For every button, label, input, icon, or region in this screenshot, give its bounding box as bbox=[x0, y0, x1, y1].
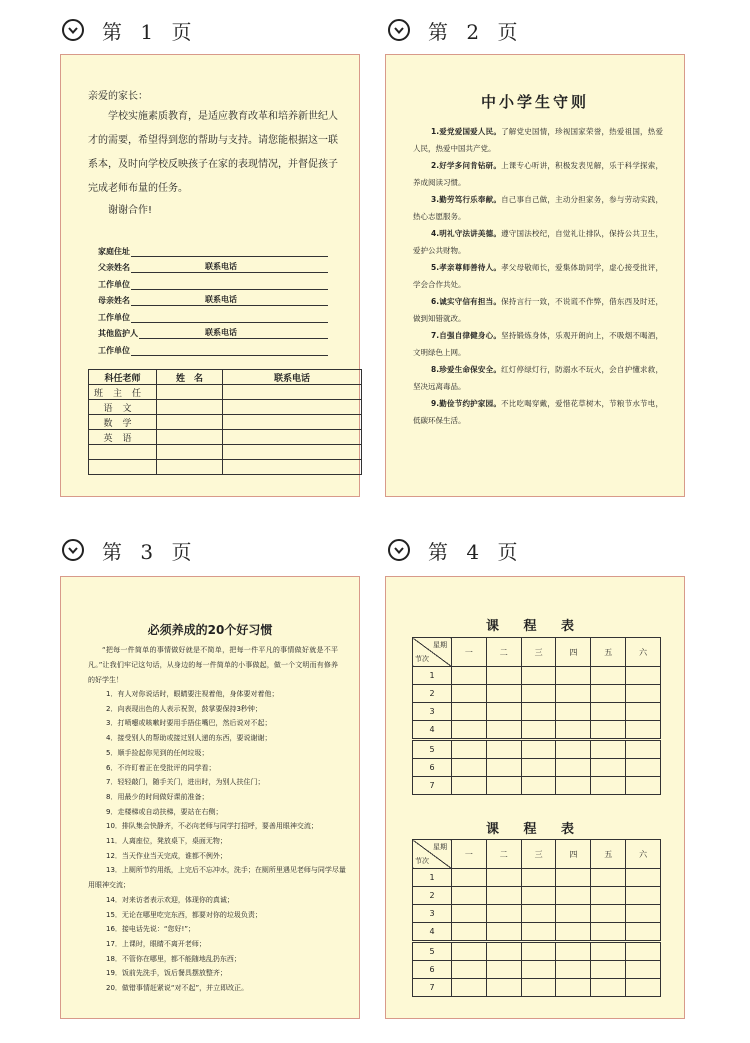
table-row bbox=[413, 740, 661, 759]
table-row bbox=[413, 667, 661, 685]
list-item: 11．人离座位，凳放桌下，桌面无物； bbox=[106, 837, 227, 846]
weekday-header: 一 bbox=[452, 840, 487, 869]
table-row bbox=[413, 905, 661, 923]
weekday-header: 六 bbox=[626, 638, 661, 667]
class-cell[interactable] bbox=[591, 905, 626, 923]
list-item bbox=[413, 123, 663, 157]
class-cell[interactable] bbox=[452, 703, 487, 721]
teacher-name-cell[interactable] bbox=[157, 460, 223, 475]
table-row bbox=[413, 721, 661, 740]
teacher-phone-cell[interactable] bbox=[223, 400, 362, 415]
class-cell[interactable] bbox=[626, 869, 661, 887]
table-row bbox=[413, 942, 661, 961]
chevron-down-icon bbox=[62, 19, 84, 41]
form-input-line[interactable] bbox=[131, 313, 328, 323]
class-cell[interactable] bbox=[452, 759, 487, 777]
class-cell[interactable] bbox=[521, 961, 556, 979]
timetable bbox=[412, 637, 661, 795]
item-text: 孝父母敬师长，爱集体助同学，虚心接受批评，学会合作共处。 bbox=[413, 263, 663, 289]
page-header-4 bbox=[388, 534, 523, 566]
form-label: 工作单位 bbox=[98, 279, 130, 289]
table-row bbox=[413, 979, 661, 997]
page-header-1 bbox=[62, 14, 197, 46]
class-cell[interactable] bbox=[486, 869, 521, 887]
table-header-row bbox=[413, 840, 661, 869]
weekday-header: 六 bbox=[626, 840, 661, 869]
weekday-header: 一 bbox=[452, 638, 487, 667]
list-item: 7．轻轻敲门，随手关门，进出时，为别人扶住门； bbox=[106, 778, 265, 787]
chevron-down-icon bbox=[388, 539, 410, 561]
list-item bbox=[413, 327, 663, 361]
table-row bbox=[413, 777, 661, 795]
class-cell[interactable] bbox=[452, 905, 487, 923]
list-item bbox=[413, 157, 663, 191]
class-cell[interactable] bbox=[452, 740, 487, 759]
item-heading: 3.勤劳笃行乐奉献。 bbox=[431, 195, 502, 204]
class-cell[interactable] bbox=[591, 887, 626, 905]
period-cell: 3 bbox=[413, 905, 452, 923]
class-cell[interactable] bbox=[521, 721, 556, 740]
list-item: 14．对来访者表示欢迎，体现你的真诚； bbox=[106, 895, 234, 904]
class-cell[interactable] bbox=[591, 923, 626, 942]
corner-cell bbox=[413, 840, 452, 869]
table-row bbox=[413, 869, 661, 887]
table-row bbox=[89, 400, 362, 415]
list-item bbox=[413, 361, 663, 395]
class-cell[interactable] bbox=[521, 923, 556, 942]
form-label: 家庭住址 bbox=[98, 246, 130, 256]
list-item: 10．排队集会快静齐，不必向老师与同学打招呼，要善用眼神交流； bbox=[106, 822, 318, 831]
item-heading: 5.孝亲尊师善待人。 bbox=[431, 263, 502, 272]
class-cell[interactable] bbox=[521, 685, 556, 703]
form-row bbox=[98, 257, 328, 274]
period-cell: 6 bbox=[413, 759, 452, 777]
class-cell[interactable] bbox=[591, 869, 626, 887]
item-heading: 7.自强自律健身心。 bbox=[431, 331, 502, 340]
page-4-timetables bbox=[385, 576, 685, 1019]
list-item: 2．向表现出色的人表示祝贺，鼓掌要保持3秒钟； bbox=[106, 704, 262, 713]
corner-cell bbox=[413, 638, 452, 667]
weekday-header: 三 bbox=[521, 638, 556, 667]
class-cell[interactable] bbox=[626, 961, 661, 979]
form-input-line[interactable] bbox=[131, 247, 328, 257]
class-cell[interactable] bbox=[486, 961, 521, 979]
class-cell[interactable] bbox=[486, 685, 521, 703]
class-cell[interactable] bbox=[626, 923, 661, 942]
period-cell: 2 bbox=[413, 887, 452, 905]
class-cell[interactable] bbox=[521, 905, 556, 923]
list-item: 8．用最少的时间做好课前准备； bbox=[106, 792, 209, 801]
period-cell: 7 bbox=[413, 979, 452, 997]
table-header-row bbox=[413, 638, 661, 667]
table-header: 联系电话 bbox=[223, 370, 362, 385]
class-cell[interactable] bbox=[591, 667, 626, 685]
letter-body: 学校实施素质教育，是适应教育改革和培养新世纪人才的需要，希望得到您的帮助与支持。请您能根据这一联系本，及时向学校反映孩子在家的表现情况，并督促孩子完成老师布量的任务。 bbox=[88, 111, 338, 194]
class-cell[interactable] bbox=[591, 942, 626, 961]
subject-cell: 英语 bbox=[89, 430, 157, 445]
class-cell[interactable] bbox=[556, 923, 591, 942]
class-cell[interactable] bbox=[452, 942, 487, 961]
page-1-parent-letter bbox=[60, 54, 360, 497]
list-item: 20．做错事情赶紧说“对不起”，并立即改正。 bbox=[106, 984, 249, 993]
teacher-name-cell[interactable] bbox=[157, 430, 223, 445]
class-cell[interactable] bbox=[626, 979, 661, 997]
list-item bbox=[413, 293, 663, 327]
period-cell: 7 bbox=[413, 777, 452, 795]
class-cell[interactable] bbox=[626, 905, 661, 923]
weekday-header: 二 bbox=[486, 638, 521, 667]
list-item: 13．上厕所节约用纸，上完后不忘冲水，洗手；在厕所里遇见老师与同学尽量用眼神交流； bbox=[88, 866, 346, 890]
item-text: 自己事自己做，主动分担家务，参与劳动实践，热心志愿服务。 bbox=[413, 195, 663, 221]
class-cell[interactable] bbox=[486, 721, 521, 740]
item-heading: 1.爱党爱国爱人民。 bbox=[431, 127, 502, 136]
form-row bbox=[98, 323, 328, 340]
class-cell[interactable] bbox=[591, 721, 626, 740]
class-cell[interactable] bbox=[521, 777, 556, 795]
list-item bbox=[413, 395, 663, 429]
class-cell[interactable] bbox=[626, 942, 661, 961]
teacher-name-cell[interactable] bbox=[157, 415, 223, 430]
letter-greeting: 亲爱的家长： bbox=[88, 91, 148, 102]
class-cell[interactable] bbox=[452, 923, 487, 942]
list-item: 18．不管你在哪里，都不能随地乱扔东西； bbox=[106, 954, 241, 963]
period-cell: 5 bbox=[413, 942, 452, 961]
form-row bbox=[98, 339, 328, 356]
class-cell[interactable] bbox=[591, 685, 626, 703]
item-heading: 9.勤俭节约护家园。 bbox=[431, 399, 502, 408]
table-row bbox=[89, 430, 362, 445]
class-cell[interactable] bbox=[521, 979, 556, 997]
item-text: 了解党史国情，珍视国家荣誉，热爱祖国，热爱人民，热爱中国共产党。 bbox=[413, 127, 663, 153]
list-item: 9．走楼梯或自动扶梯，要站在右侧； bbox=[106, 807, 223, 816]
class-cell[interactable] bbox=[486, 777, 521, 795]
period-cell: 5 bbox=[413, 740, 452, 759]
table-row bbox=[413, 961, 661, 979]
table-row bbox=[89, 460, 362, 475]
class-cell[interactable] bbox=[591, 740, 626, 759]
class-cell[interactable] bbox=[521, 869, 556, 887]
class-cell[interactable] bbox=[452, 979, 487, 997]
list-item: 1．有人对你说话时，眼睛要注视着他，身体要对着他； bbox=[106, 690, 279, 698]
class-cell[interactable] bbox=[452, 961, 487, 979]
table-header: 姓 名 bbox=[157, 370, 223, 385]
class-cell[interactable] bbox=[556, 777, 591, 795]
class-cell[interactable] bbox=[556, 703, 591, 721]
class-cell[interactable] bbox=[626, 703, 661, 721]
page-header-label: 第 2 页 bbox=[428, 19, 524, 44]
corner-period-label: 节次 bbox=[415, 857, 429, 865]
form-input-line[interactable] bbox=[131, 280, 328, 290]
class-cell[interactable] bbox=[452, 685, 487, 703]
form-row bbox=[98, 273, 328, 290]
corner-weekday-label: 星期 bbox=[433, 843, 447, 851]
class-cell[interactable] bbox=[626, 721, 661, 740]
list-item: 19．饭前先洗手，饭后餐具摆放整齐； bbox=[106, 969, 227, 978]
form-input-line[interactable] bbox=[131, 346, 328, 356]
corner-period-label: 节次 bbox=[415, 655, 429, 663]
phone-label: 联系电话 bbox=[205, 262, 237, 271]
timetable-title: 课 程 表 bbox=[485, 619, 585, 634]
class-cell[interactable] bbox=[591, 703, 626, 721]
subject-cell: 班主任 bbox=[89, 385, 157, 400]
table-header: 科任老师 bbox=[89, 370, 157, 385]
class-cell[interactable] bbox=[626, 667, 661, 685]
item-text: 不比吃喝穿戴，爱惜花草树木，节粮节水节电，低碳环保生活。 bbox=[413, 399, 663, 425]
class-cell[interactable] bbox=[556, 979, 591, 997]
letter-thanks: 谢谢合作! bbox=[108, 205, 153, 216]
table-header-row bbox=[89, 370, 362, 385]
list-item: 16．接电话先说：“您好!”； bbox=[106, 925, 195, 934]
list-item: 15．无论在哪里吃完东西，都要对你的垃圾负责； bbox=[106, 910, 262, 919]
class-cell[interactable] bbox=[556, 740, 591, 759]
class-cell[interactable] bbox=[486, 667, 521, 685]
subject-cell bbox=[89, 460, 157, 475]
timetable-title: 课 程 表 bbox=[485, 822, 585, 837]
item-text: 红灯停绿灯行，防溺水不玩火，会自护懂求救，坚决远离毒品。 bbox=[413, 365, 663, 391]
class-cell[interactable] bbox=[486, 942, 521, 961]
class-cell[interactable] bbox=[556, 942, 591, 961]
item-heading: 6.诚实守信有担当。 bbox=[431, 297, 502, 306]
page-title: 中小学生守则 bbox=[480, 93, 589, 111]
teacher-phone-cell[interactable] bbox=[223, 415, 362, 430]
page-header-label: 第 3 页 bbox=[102, 539, 198, 564]
page-2-student-code bbox=[385, 54, 685, 497]
page-header-label: 第 4 页 bbox=[428, 539, 524, 564]
class-cell[interactable] bbox=[452, 869, 487, 887]
weekday-header: 三 bbox=[521, 840, 556, 869]
class-cell[interactable] bbox=[556, 887, 591, 905]
subject-cell: 语文 bbox=[89, 400, 157, 415]
class-cell[interactable] bbox=[556, 685, 591, 703]
list-item: 17．上课时，眼睛不离开老师； bbox=[106, 939, 206, 948]
class-cell[interactable] bbox=[521, 759, 556, 777]
parent-info-form bbox=[98, 240, 328, 356]
weekday-header: 五 bbox=[591, 840, 626, 869]
teacher-phone-cell[interactable] bbox=[223, 460, 362, 475]
form-label: 母亲姓名 bbox=[98, 296, 130, 305]
habits-intro: “把每一件简单的事情做好就是不简单，把每一件平凡的事情做好就是不平凡。”让我们牢记这句话，从身边的每一件简单的小事做起，做一个文明而有修养的好学生！ bbox=[88, 646, 338, 684]
weekday-header: 四 bbox=[556, 638, 591, 667]
form-label: 工作单位 bbox=[98, 345, 130, 355]
class-cell[interactable] bbox=[486, 887, 521, 905]
table-row bbox=[89, 445, 362, 460]
class-cell[interactable] bbox=[486, 759, 521, 777]
item-text: 坚持锻炼身体，乐观开朗向上，不吸烟不喝酒，文明绿色上网。 bbox=[413, 331, 663, 357]
class-cell[interactable] bbox=[626, 777, 661, 795]
teacher-contact-table bbox=[88, 369, 362, 475]
list-item bbox=[413, 259, 663, 293]
class-cell[interactable] bbox=[556, 759, 591, 777]
class-cell[interactable] bbox=[452, 777, 487, 795]
timetable bbox=[412, 839, 661, 997]
item-text: 遵守国法校纪，自觉礼让排队，保持公共卫生，爱护公共财物。 bbox=[413, 229, 663, 255]
item-heading: 8.珍爱生命保安全。 bbox=[431, 365, 502, 374]
period-cell: 2 bbox=[413, 685, 452, 703]
item-text: 保持言行一致，不说谎不作弊，借东西及时还，做到知错就改。 bbox=[413, 297, 663, 323]
class-cell[interactable] bbox=[626, 685, 661, 703]
class-cell[interactable] bbox=[556, 667, 591, 685]
chevron-down-icon bbox=[62, 539, 84, 561]
class-cell[interactable] bbox=[521, 887, 556, 905]
teacher-name-cell[interactable] bbox=[157, 445, 223, 460]
teacher-name-cell[interactable] bbox=[157, 385, 223, 400]
class-cell[interactable] bbox=[452, 667, 487, 685]
page-header-3 bbox=[62, 534, 197, 566]
item-text: 上课专心听讲，积极发表见解，乐于科学探索，养成阅读习惯。 bbox=[413, 161, 663, 187]
code-list bbox=[413, 123, 663, 429]
class-cell[interactable] bbox=[521, 667, 556, 685]
class-cell[interactable] bbox=[486, 703, 521, 721]
page-header-2 bbox=[388, 14, 523, 46]
table-row bbox=[413, 887, 661, 905]
teacher-phone-cell[interactable] bbox=[223, 385, 362, 400]
class-cell[interactable] bbox=[591, 979, 626, 997]
class-cell[interactable] bbox=[521, 703, 556, 721]
class-cell[interactable] bbox=[626, 740, 661, 759]
habits-list bbox=[88, 687, 351, 996]
class-cell[interactable] bbox=[591, 961, 626, 979]
list-item bbox=[413, 191, 663, 225]
table-row bbox=[413, 703, 661, 721]
corner-weekday-label: 星期 bbox=[433, 641, 447, 649]
class-cell[interactable] bbox=[521, 740, 556, 759]
list-item: 5．顺手捡起你见到的任何垃圾； bbox=[106, 748, 209, 757]
page-3-good-habits bbox=[60, 576, 360, 1019]
phone-label: 联系电话 bbox=[205, 295, 237, 304]
list-item: 3．打喷嚏或咳嗽时要用手捂住嘴巴，然后说对不起； bbox=[106, 719, 272, 728]
form-label: 父亲姓名 bbox=[98, 263, 130, 272]
class-cell[interactable] bbox=[452, 887, 487, 905]
class-cell[interactable] bbox=[486, 740, 521, 759]
form-label: 工作单位 bbox=[98, 312, 130, 322]
class-cell[interactable] bbox=[486, 923, 521, 942]
phone-label: 联系电话 bbox=[205, 328, 237, 337]
weekday-header: 四 bbox=[556, 840, 591, 869]
class-cell[interactable] bbox=[556, 905, 591, 923]
class-cell[interactable] bbox=[486, 905, 521, 923]
weekday-header: 二 bbox=[486, 840, 521, 869]
item-heading: 2.好学多问肯钻研。 bbox=[431, 161, 502, 170]
list-item: 4．接受别人的帮助或接过别人递的东西，要说谢谢； bbox=[106, 734, 272, 743]
form-row bbox=[98, 306, 328, 323]
form-row bbox=[98, 290, 328, 307]
weekday-header: 五 bbox=[591, 638, 626, 667]
period-cell: 4 bbox=[413, 721, 452, 740]
class-cell[interactable] bbox=[591, 759, 626, 777]
list-item: 6．不许盯着正在受批评的同学看； bbox=[106, 763, 216, 772]
list-item bbox=[413, 225, 663, 259]
page-title: 必须养成的20个好习惯 bbox=[147, 623, 273, 637]
class-cell[interactable] bbox=[452, 721, 487, 740]
period-cell: 6 bbox=[413, 961, 452, 979]
period-cell: 4 bbox=[413, 923, 452, 942]
class-cell[interactable] bbox=[626, 887, 661, 905]
chevron-down-icon bbox=[388, 19, 410, 41]
table-row bbox=[413, 759, 661, 777]
class-cell[interactable] bbox=[556, 721, 591, 740]
table-row bbox=[413, 685, 661, 703]
period-cell: 1 bbox=[413, 667, 452, 685]
form-label: 其他监护人 bbox=[98, 329, 138, 338]
teacher-phone-cell[interactable] bbox=[223, 445, 362, 460]
page-header-label: 第 1 页 bbox=[102, 19, 198, 44]
period-cell: 3 bbox=[413, 703, 452, 721]
table-row bbox=[89, 385, 362, 400]
list-item: 12．当天作业当天完成，谁都不例外； bbox=[106, 851, 227, 860]
form-row bbox=[98, 240, 328, 257]
class-cell[interactable] bbox=[486, 979, 521, 997]
class-cell[interactable] bbox=[521, 942, 556, 961]
table-row bbox=[413, 923, 661, 942]
period-cell: 1 bbox=[413, 869, 452, 887]
subject-cell bbox=[89, 445, 157, 460]
subject-cell: 数学 bbox=[89, 415, 157, 430]
class-cell[interactable] bbox=[591, 777, 626, 795]
item-heading: 4.明礼守法讲美德。 bbox=[431, 229, 502, 238]
class-cell[interactable] bbox=[626, 759, 661, 777]
teacher-name-cell[interactable] bbox=[157, 400, 223, 415]
teacher-phone-cell[interactable] bbox=[223, 430, 362, 445]
class-cell[interactable] bbox=[556, 961, 591, 979]
class-cell[interactable] bbox=[556, 869, 591, 887]
table-row bbox=[89, 415, 362, 430]
